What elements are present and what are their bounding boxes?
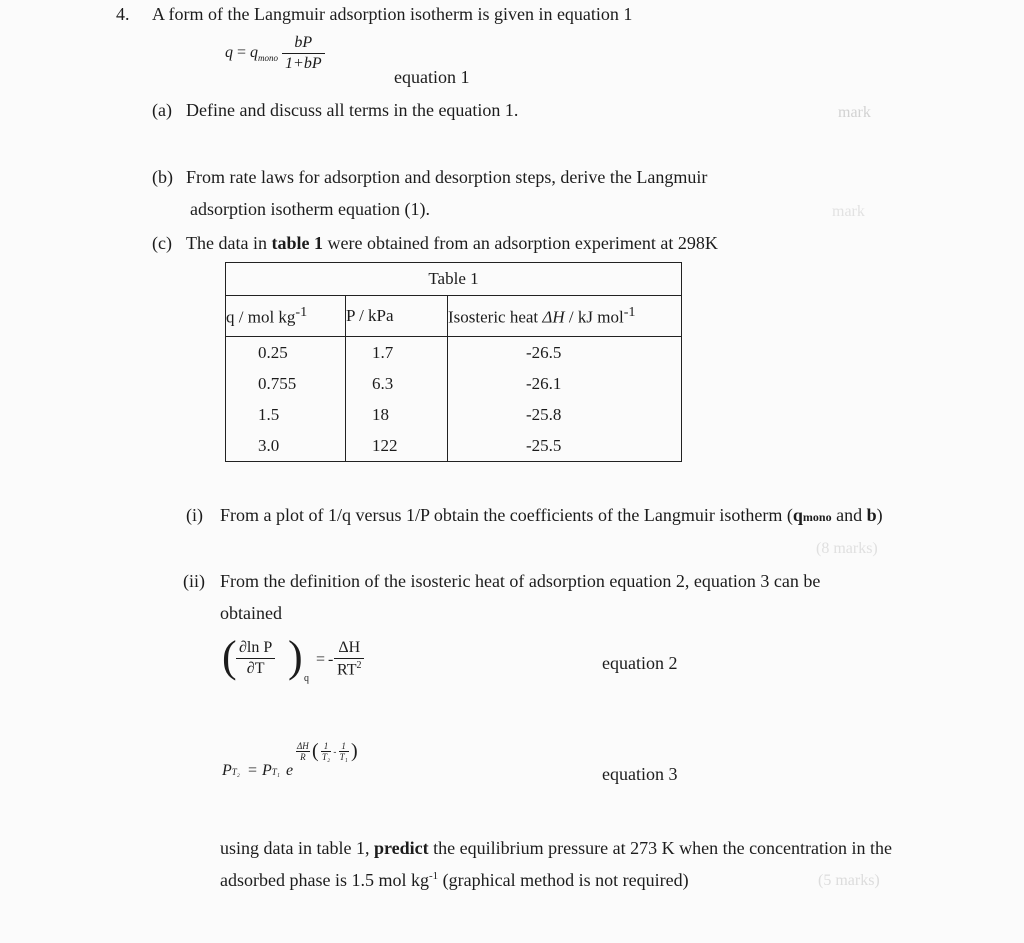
sub-ii-marker: (ii) (183, 571, 205, 591)
sub-i-close: ) (876, 505, 883, 525)
table-header-heat (448, 296, 682, 337)
eq3-label: equation 3 (602, 764, 678, 784)
part-b-marker: (b) (152, 167, 173, 187)
part-b-line2: adsorption isotherm equation (1). (190, 199, 430, 219)
equation-1 (225, 34, 325, 73)
table-cell-q: 0.25 (226, 337, 346, 369)
sub-ii-line2: obtained (220, 603, 282, 623)
table-row (226, 430, 682, 462)
part-a-text: Define and discuss all terms in the equation 1. (186, 100, 519, 120)
table-caption: Table 1 (226, 263, 682, 296)
sub-i-q: q (792, 505, 803, 525)
data-table (225, 262, 682, 462)
table-row (226, 399, 682, 430)
eq2-left-paren: ( (222, 632, 237, 681)
eq3-rhs-sub: T₁ (271, 767, 280, 777)
closing-line2-sup: -1 (428, 870, 439, 882)
table-header-row (226, 296, 682, 337)
closing-line1 (220, 838, 892, 859)
eq1-denominator: 1+bP (285, 55, 322, 72)
eq2-subscript: q (304, 673, 309, 684)
sub-i-marks: (8 marks) (816, 540, 878, 557)
eq3-inner-den2: T₁ (339, 752, 348, 762)
eq3-lhs-sub: T₂ (231, 767, 240, 777)
table-row (226, 337, 682, 369)
eq3-exp-den: R (300, 752, 306, 762)
sub-i-marker: (i) (186, 505, 203, 525)
part-a-marks: mark (838, 104, 871, 121)
eq2-equals: = (316, 651, 326, 668)
eq3-lhs (222, 762, 240, 780)
eq3-equals: = (248, 762, 258, 779)
header-q-sup: -1 (295, 304, 308, 321)
part-c-text (186, 233, 718, 254)
part-a-marker: (a) (152, 100, 172, 120)
eq1-equals: = (237, 44, 247, 62)
closing-line2-pre: adsorbed phase is 1.5 mol kg (220, 870, 429, 890)
part-c-text-bold: table 1 (271, 233, 323, 253)
eq3-inner-num1: 1 (321, 741, 331, 752)
eq2-derivative (236, 639, 275, 678)
eq3-exponent (296, 740, 358, 763)
table-cell-heat: -25.8 (448, 399, 682, 430)
eq3-exp-frac (296, 741, 310, 762)
table-cell-heat: -26.1 (448, 368, 682, 399)
eq2-rhs-num: ΔH (334, 639, 364, 659)
eq1-label: equation 1 (394, 67, 470, 87)
table-header-q (226, 296, 346, 337)
header-heat-pre: Isosteric heat (448, 307, 543, 327)
eq2-label: equation 2 (602, 653, 678, 673)
table-header-p: P / kPa (346, 296, 448, 337)
eq2-rhs (334, 639, 364, 679)
eq2-rhs-den-sup: 2 (356, 660, 362, 671)
sub-ii-line1: From the definition of the isosteric heat of adsorption equation 2, equation 3 can be (220, 571, 821, 591)
eq3-exp-num: ΔH (297, 741, 309, 751)
eq2-rhs-den (334, 659, 364, 679)
eq2-minus: - (328, 651, 334, 668)
eq1-lhs: q (225, 44, 233, 62)
closing-line1-post: the equilibrium pressure at 273 K when the concentration in the (428, 838, 893, 858)
eq3-inner-frac1 (321, 741, 331, 762)
table-cell-p: 6.3 (346, 368, 448, 399)
part-c-marker: (c) (152, 233, 172, 253)
eq2-den: ∂T (246, 660, 265, 677)
eq2-rhs-den-main: RT (337, 661, 357, 679)
table-cell-q: 1.5 (226, 399, 346, 430)
eq2-num: ∂ln P (236, 639, 275, 659)
eq1-fraction (282, 34, 325, 73)
closing-line1-pre: using data in table 1, (220, 838, 374, 858)
eq3-rhs (262, 762, 280, 780)
table-cell-p: 122 (346, 430, 448, 462)
eq3-exp-lparen: ( (312, 740, 319, 762)
table-cell-heat: -26.5 (448, 337, 682, 369)
eq3-inner-den1: T₂ (321, 752, 331, 762)
table-cell-q: 3.0 (226, 430, 346, 462)
eq1-q: q (250, 44, 259, 62)
closing-line2 (220, 870, 689, 891)
eq3-lhs-p: P (222, 762, 232, 779)
eq3-exp-rparen: ) (351, 740, 358, 762)
sub-i-text-pre: From a plot of 1/q versus 1/P obtain the coefficients of the Langmuir isotherm ( (220, 505, 793, 525)
closing-line1-bold: predict (373, 838, 429, 858)
part-c-text-post: were obtained from an adsorption experiment at 298K (322, 233, 718, 253)
eq1-q-subscript: mono (258, 53, 279, 64)
eq3-inner-minus: - (333, 746, 337, 757)
sub-i-b: b (866, 505, 877, 525)
part-c-text-pre: The data in (186, 233, 272, 253)
header-heat-sup: -1 (623, 304, 636, 321)
table-cell-p: 18 (346, 399, 448, 430)
closing-line2-post: (graphical method is not required) (438, 870, 689, 890)
part-b-line1: From rate laws for adsorption and desorption steps, derive the Langmuir (186, 167, 708, 187)
table-cell-heat: -25.5 (448, 430, 682, 462)
question-intro: A form of the Langmuir adsorption isotherm is given in equation 1 (152, 4, 633, 24)
equation-2 (222, 633, 382, 693)
equation-3 (222, 738, 382, 794)
eq3-inner-frac2 (339, 741, 349, 762)
part-b-marks: mark (832, 203, 865, 220)
eq3-rhs-p: P (262, 762, 272, 779)
eq2-right-paren: ) (288, 632, 303, 681)
closing-marks: (5 marks) (818, 872, 880, 889)
sub-i-and: and (831, 505, 867, 525)
sub-i-text (220, 505, 883, 526)
table-row (226, 368, 682, 399)
header-q-text: q / mol kg (226, 307, 296, 327)
eq3-e: e (286, 762, 294, 779)
header-heat-post: / kJ mol (564, 307, 624, 327)
eq1-numerator: bP (282, 34, 325, 54)
table-cell-p: 1.7 (346, 337, 448, 369)
header-heat-symbol: ΔH (542, 307, 565, 327)
question-number: 4. (116, 4, 130, 24)
eq3-inner-num2: 1 (339, 741, 349, 752)
table-cell-q: 0.755 (226, 368, 346, 399)
sub-i-q-sub: mono (802, 510, 832, 524)
